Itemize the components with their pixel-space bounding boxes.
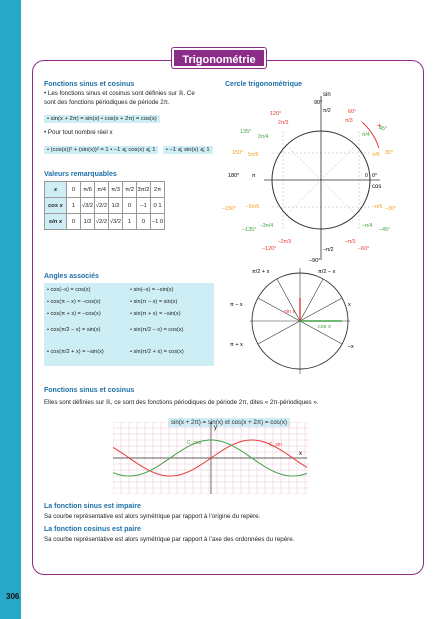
values-table — [44, 181, 165, 230]
table-cell: 0 — [67, 214, 81, 230]
angles-heading: Angles associés — [44, 273, 99, 280]
bottom-heading: Fonctions sinus et cosinus — [44, 387, 135, 394]
sin-parity-heading: La fonction sinus est impaire — [44, 503, 141, 510]
table-cell: –1 — [137, 198, 151, 214]
deg-label: –90° — [309, 258, 321, 264]
deg-label: –30° — [385, 206, 397, 212]
rad-label: –π/3 — [345, 239, 356, 245]
table-row — [45, 198, 165, 214]
angle-formula: • sin(π + x) = –sin(x) — [130, 311, 181, 317]
angle-formula: • sin(π/2 – x) = cos(x) — [130, 327, 184, 333]
period-equation-box: sin(x + 2π) = sin(x) et cos(x + 2π) = cos(x) — [168, 418, 290, 427]
table-cell: 0 — [123, 198, 137, 214]
rad-label: π/3 — [345, 118, 353, 124]
cercle-heading: Cercle trigonométrique — [225, 81, 303, 88]
deg-label: –135° — [242, 227, 257, 233]
plus-sign: + — [377, 121, 382, 130]
table-cell: √2/2 — [95, 214, 109, 230]
trig-circle-diagram — [222, 88, 418, 268]
table-row — [45, 214, 165, 230]
real-number-line: • Pour tout nombre réel x — [44, 129, 113, 136]
rad-label: π — [252, 173, 256, 179]
table-cell: 1 — [123, 214, 137, 230]
rad-label: –π/6 — [372, 204, 383, 210]
page-number: 306 — [6, 592, 20, 601]
deg-label: –45° — [379, 227, 391, 233]
graph-y-label: y — [214, 425, 217, 431]
table-cell: –1 — [151, 218, 159, 225]
angle-formula: • sin(π/2 + x) = cos(x) — [130, 349, 184, 355]
rad-label: –5π/6 — [246, 204, 260, 210]
rad-label: –π/4 — [362, 223, 373, 229]
cos-parity-text: Sa courbe représentative est alors symétrique par rapport à l’axe des ordonnées du repère. — [44, 535, 295, 543]
rad-label: –3π/4 — [260, 223, 274, 229]
table-cell: 0 — [67, 182, 81, 198]
table-cell: √2/2 — [95, 198, 109, 214]
table-cell: √3/2 — [81, 198, 95, 214]
angle-formula: • cos(π + x) = –cos(x) — [47, 311, 101, 317]
rad-label: 5π/6 — [248, 152, 259, 158]
table-cell: 1 — [158, 202, 162, 209]
table-cell: π/2 — [123, 182, 137, 198]
table-cell: 3π/2 — [137, 182, 151, 198]
graph-x-label: x — [299, 451, 302, 457]
table-cell: 1 — [67, 198, 81, 214]
deg-label: 45° — [379, 126, 388, 132]
angle-formula: • cos(–x) = cos(x) — [47, 287, 91, 293]
angle-label: π – x — [230, 302, 243, 308]
table-cell: 0 — [159, 218, 164, 225]
period-box: • sin(x + 2π) = sin(x) • cos(x + 2π) = cos(x) — [44, 115, 160, 123]
table-cell: 2π — [151, 182, 165, 198]
margin-bar — [0, 0, 21, 619]
table-cell: π/4 — [95, 182, 109, 198]
table-cell: 0 — [137, 214, 151, 230]
page-title: Trigonométrie — [172, 48, 266, 68]
radius-pi-plus-x — [258, 321, 300, 344]
table-cell: x — [45, 182, 67, 198]
identity-box: • (cos(x))² + (sin(x))² = 1 • –1 ⩽ cos(x) ⩽ 1 — [44, 146, 158, 154]
axis-cos-label: cos — [372, 184, 382, 190]
rad-label: –π/2 — [323, 247, 334, 253]
deg-label: 135° — [240, 129, 252, 135]
table-cell: 1/2 — [109, 198, 123, 214]
angle-formula: • sin(π – x) = sin(x) — [130, 299, 178, 305]
deg-label: –150° — [222, 206, 237, 212]
angle-label: x — [348, 302, 351, 308]
table-cell: 0 — [153, 202, 157, 209]
valeurs-heading: Valeurs remarquables — [44, 171, 117, 178]
table-cell — [151, 214, 165, 230]
parity-section — [44, 503, 414, 544]
sin-parity-text: Sa courbe représentative est alors symétrique par rapport à l’origine du repère. — [44, 513, 261, 520]
table-cell: π/3 — [109, 182, 123, 198]
cos-parity-heading: La fonction cosinus est paire — [44, 525, 141, 533]
deg-label: 60° — [348, 109, 357, 115]
angle-label: π/2 + x — [252, 269, 270, 275]
rad-label: 0 — [365, 173, 368, 179]
table-cell: cos x — [45, 198, 67, 214]
deg-label: 30° — [385, 150, 394, 156]
angle-formula: • cos(π/2 – x) = sin(x) — [47, 327, 101, 333]
sin-cos-graph — [113, 422, 309, 494]
deg-label: –60° — [358, 246, 370, 252]
angle-formula: • sin(–x) = –sin(x) — [130, 287, 174, 293]
intro-line2: sont des fonctions périodiques de période 2π. — [44, 98, 170, 106]
rad-label: 2π/3 — [278, 120, 289, 126]
deg-label: 150° — [232, 150, 244, 156]
cos-label: cos x — [318, 324, 331, 330]
rad-label: –2π/3 — [278, 239, 292, 245]
table-cell — [151, 198, 165, 214]
section-heading: Fonctions sinus et cosinus — [44, 81, 135, 88]
table-cell: π/6 — [81, 182, 95, 198]
cos-curve-label: C_cos — [187, 440, 202, 446]
bound-box: • –1 ⩽ sin(x) ⩽ 1 — [163, 146, 213, 154]
intro-line1: • Les fonctions sinus et cosinus sont définies sur ℝ. Ce — [44, 90, 195, 97]
table-row — [45, 182, 165, 198]
angle-label: π/2 – x — [318, 269, 336, 275]
rad-label: π/4 — [362, 132, 370, 138]
sin-label: sin x — [284, 309, 296, 315]
table-cell: sin x — [45, 214, 67, 230]
angle-formula: • cos(π/2 + x) = –sin(x) — [47, 349, 104, 355]
deg-label: –120° — [262, 246, 277, 252]
section-fonctions — [44, 81, 222, 156]
axis-sin-label: sin — [323, 92, 331, 98]
angle-formula: • cos(π – x) = –cos(x) — [47, 299, 101, 305]
angle-label: –x — [348, 344, 354, 350]
rad-label: π/2 — [323, 108, 331, 114]
bottom-intro: Elles sont définies sur ℝ, ce sont des fonctions périodiques de période 2π, dites « 2π-périodiques ». — [44, 399, 319, 406]
deg-label: 120° — [270, 111, 282, 117]
deg-label: 180° — [228, 173, 240, 179]
sin-curve-label: C_sin — [269, 442, 282, 448]
deg-label: 90° — [314, 100, 323, 106]
table-cell: 1/2 — [81, 214, 95, 230]
angle-label: π + x — [230, 342, 243, 348]
deg-label: 0° — [372, 173, 378, 179]
associated-angles-diagram — [230, 266, 370, 376]
rad-label: 3π/4 — [258, 134, 269, 140]
table-cell: √3/2 — [109, 214, 123, 230]
rad-label: π/6 — [372, 152, 380, 158]
